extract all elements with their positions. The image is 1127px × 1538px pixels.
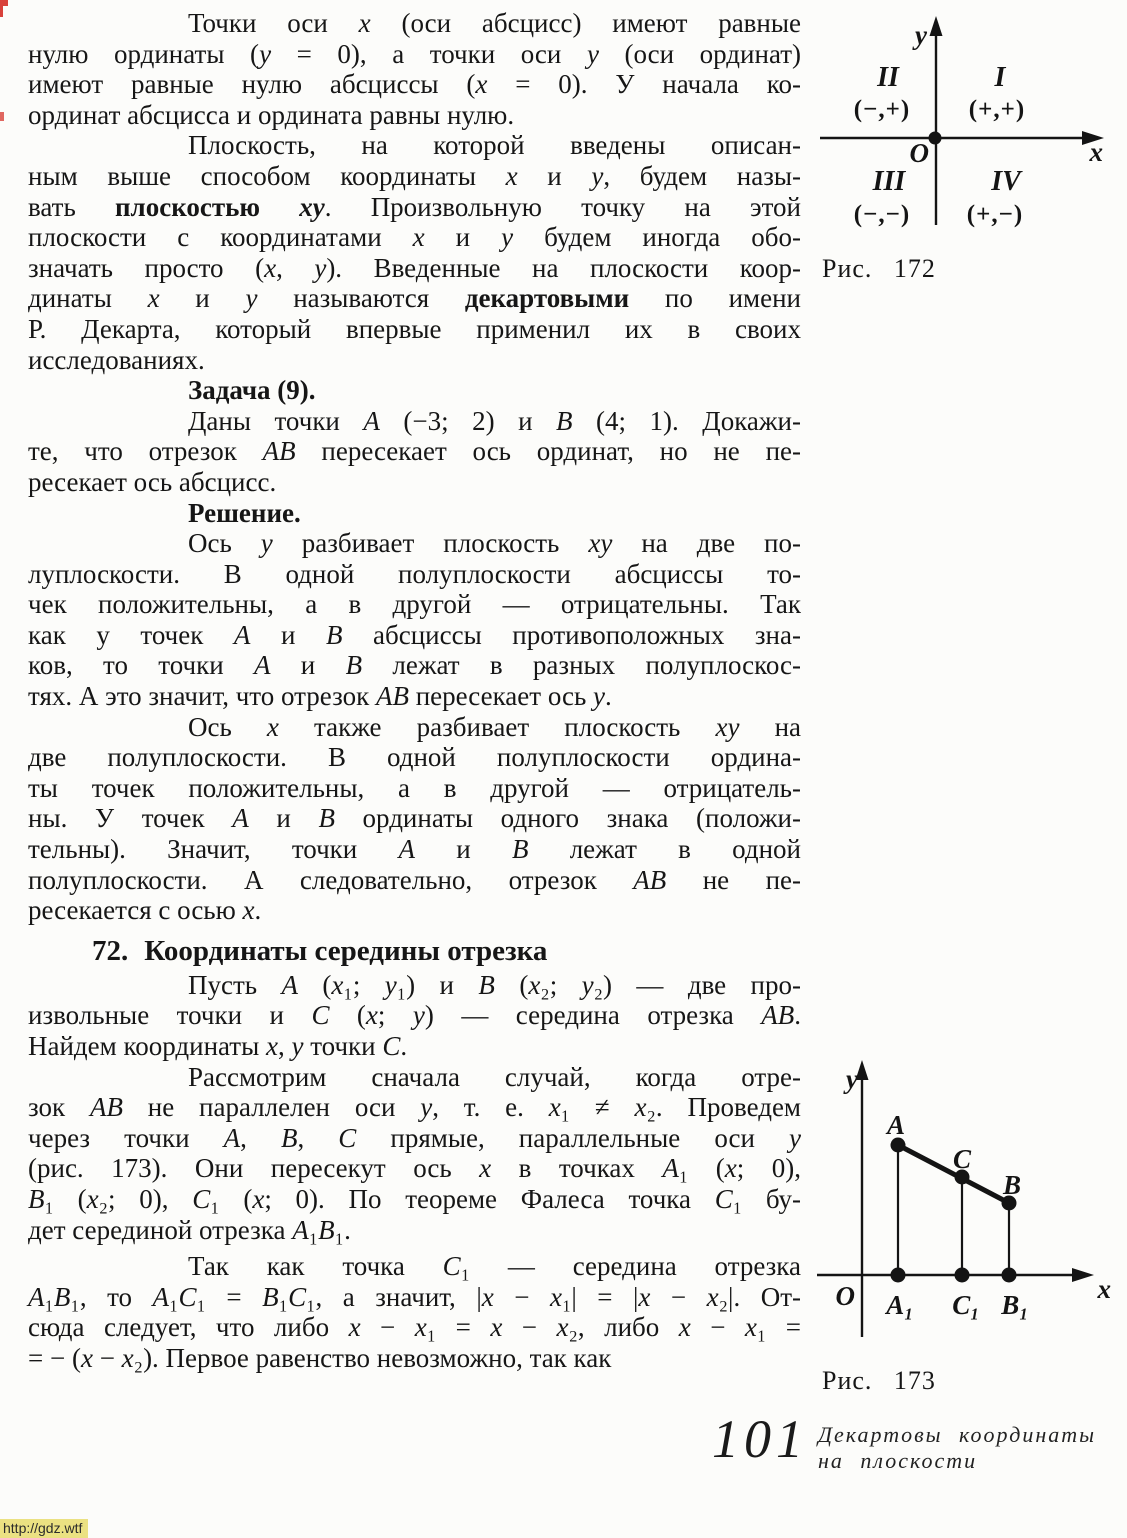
text-line: Найдем координаты x, y точки C. (28, 1031, 408, 1061)
text-line: значать просто (x, y). Введенные на плоскости коор- (28, 252, 801, 283)
text-line: = − (x − x₂). Первое равенство невозможно, так как (28, 1342, 612, 1373)
text-line: тельны). Значит, точки A и B лежат в одной (28, 834, 801, 865)
text-line: Ось y разбивает плоскость xy на две по- (188, 528, 801, 559)
text-line: ны. У точек A и B ординаты одного знака (положи- (28, 803, 801, 834)
fig172-y-arrow-icon (930, 16, 943, 36)
text-line: две полуплоскости. В одной полуплоскости ордина- (28, 742, 801, 773)
fig172-signs-q4: (+,−) (966, 201, 1024, 228)
text-line: Пусть A (x₁; y₁) и B (x₂; y₂) — две про- (188, 969, 801, 1000)
fig172-signs-q3: (−,−) (853, 201, 911, 228)
text-line: Даны точки A (−3; 2) и B (4; 1). Докажи- (188, 405, 801, 436)
text-line: ты точек положительны, а в другой — отрицатель- (28, 772, 801, 803)
text-line: нулю ординаты (y = 0), а точки оси y (оси ординат) (28, 38, 802, 69)
fig173-label-A: A (886, 1110, 906, 1140)
paragraph (28, 498, 801, 529)
text-line: исследованиях. (28, 344, 205, 375)
fig173-point-B1 (1002, 1268, 1017, 1283)
text-line: Задача (9). (188, 375, 316, 406)
text-line: Р. Декарта, который впервые применил их в своих (28, 313, 801, 344)
running-footer-line1: Декартовы координаты (818, 1422, 1097, 1447)
text-line: полуплоскости. А следовательно, отрезок AB не пе- (28, 864, 802, 895)
paragraph (28, 1251, 801, 1373)
running-footer-line2: на плоскости (818, 1448, 978, 1473)
fig173-y-axis-label: y (846, 1064, 858, 1094)
figure-172 (818, 8, 1118, 250)
text-line: луплоскости. В одной полуплоскости абсциссы то- (28, 558, 801, 589)
text-line: B₁ (x₂; 0), C₁ (x; 0). По теореме Фалеса точка C₁ бу- (28, 1183, 802, 1214)
text-line: ным выше способом координаты x и y, будем назы- (28, 160, 802, 191)
figure-173 (812, 1052, 1117, 1352)
paragraph (28, 406, 801, 498)
fig173-x-arrow-icon (1072, 1268, 1094, 1282)
text-line: те, что отрезок AB пересекает ось ординат, но не пе- (28, 436, 801, 467)
text-line: плоскости с координатами x и y будем иногда обо- (28, 222, 801, 253)
fig172-caption: Рис. 172 (822, 254, 936, 283)
running-footer (818, 1422, 1096, 1474)
fig172-x-axis-label: x (1089, 137, 1103, 167)
paragraph (28, 712, 801, 926)
text-line: динаты x и y называются декартовыми по имени (28, 283, 802, 314)
text-line: вать плоскостью xy. Произвольную точку на этой (28, 191, 801, 222)
paragraph (28, 970, 801, 1062)
watermark-url: http://gdz.wtf (0, 1519, 88, 1538)
text-line: сюда следует, что либо x − x₁ = x − x₂, либо x − x₁ = (28, 1312, 802, 1343)
text-line: зок AB не параллелен оси y, т. е. x₁ ≠ x₂. Проведем (28, 1092, 802, 1123)
text-line: имеют равные нулю абсциссы (x = 0). У начала ко- (28, 69, 801, 100)
text-column (28, 8, 801, 1374)
fig173-x-axis-label: x (1097, 1274, 1111, 1304)
paragraph (28, 375, 801, 406)
fig172-y-axis-label: y (915, 20, 927, 50)
fig173-label-C: C (952, 1144, 972, 1174)
scan-artifact (0, 112, 4, 121)
text-line: дет серединой отрезка A₁B₁. (28, 1214, 351, 1245)
fig172-quadrant-1: I (994, 62, 1006, 93)
text-line: как у точек A и B абсциссы противоположных зна- (28, 619, 801, 650)
fig172-origin-label: O (909, 138, 929, 168)
paragraph (28, 130, 801, 375)
fig173-drawing (812, 1052, 1117, 1352)
fig172-quadrant-2: II (877, 62, 899, 93)
fig172-origin-dot (929, 132, 942, 145)
text-line: через точки A, B, C прямые, параллельные оси y (28, 1122, 802, 1153)
text-line: A₁B₁, то A₁C₁ = B₁C₁, а значит, |x − x₁| = |x − x₂|. От- (28, 1281, 801, 1312)
text-line: Рассмотрим сначала случай, когда отре- (188, 1061, 801, 1092)
fig173-label-A1: A₁ (886, 1290, 914, 1320)
paragraph (28, 1062, 801, 1246)
text-line: ресекается с осью x. (28, 895, 262, 926)
text-line: тях. А это значит, что отрезок AB пересекает ось y. (28, 681, 612, 712)
paragraph (28, 8, 801, 130)
fig173-label-B1: B₁ (1001, 1290, 1029, 1320)
text-line: ков, то точки A и B лежат в разных полуплоскос- (28, 650, 801, 681)
text-line: Точки оси x (оси абсцисс) имеют равные (188, 8, 801, 38)
fig173-label-B: B (1002, 1170, 1022, 1200)
text-line: Так как точка C₁ — середина отрезка (188, 1251, 802, 1282)
section-heading: 72. Координаты середины отрезка (92, 934, 548, 967)
text-line: Плоскость, на которой введены описан- (188, 130, 801, 161)
fig173-point-A1 (891, 1268, 906, 1283)
paragraph (28, 528, 801, 712)
text-line: (рис. 173). Они пересекут ось x в точках A₁ (x; 0), (28, 1153, 801, 1184)
fig173-point-C1 (955, 1268, 970, 1283)
fig172-drawing (818, 8, 1118, 250)
fig173-caption: Рис. 173 (822, 1366, 936, 1395)
text-line: Ось x также разбивает плоскость xy на (188, 711, 802, 742)
fig173-origin-label: O (835, 1281, 855, 1311)
text-line: Решение. (188, 497, 301, 528)
page-number: 101 (712, 1409, 808, 1469)
fig172-signs-q2: (−,+) (853, 96, 911, 123)
scan-artifact (0, 2, 3, 17)
text-line: чек положительны, а в другой — отрицательны. Так (28, 589, 801, 620)
text-line: ресекает ось абсцисс. (28, 466, 277, 497)
text-line: извольные точки и C (x; y) — середина отрезка AB. (28, 1000, 801, 1031)
fig172-signs-q1: (+,+) (968, 96, 1026, 123)
fig172-quadrant-4: IV (991, 166, 1021, 197)
fig173-label-C1: C₁ (952, 1290, 980, 1320)
fig172-quadrant-3: III (872, 166, 906, 197)
text-line: ординат абсцисса и ордината равны нулю. (28, 99, 515, 130)
